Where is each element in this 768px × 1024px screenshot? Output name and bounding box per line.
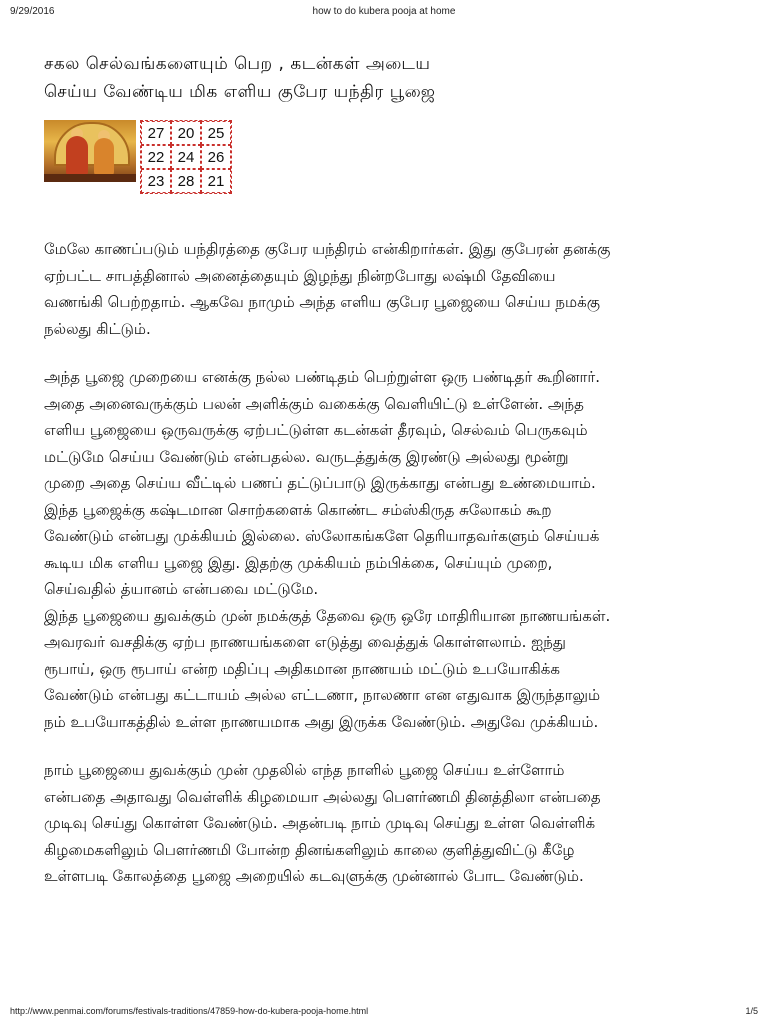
text-line: அவரவர் வசதிக்கு ஏற்ப நாணயங்களை எடுத்து வைத்துக் கொள்ளலாம். ஐந்து (44, 633, 566, 651)
text-line: ஏற்பட்ட சாபத்தினால் அனைத்தையும் இழந்து நின்றபோது லஷ்மி தேவியை (44, 266, 556, 285)
text-line: கூடிய மிக எளிய பூஜை இது. இதற்கு முக்கியம் நம்பிக்கை, செய்யும் முறை, (44, 553, 553, 572)
text-line: ரூபாய், ஒரு ரூபாய் என்ற மதிப்பு அதிகமான நாணயம் மட்டும் உபயோகிக்க (44, 659, 560, 678)
text-line: உள்ளபடி கோலத்தை பூஜை அறையில் கடவுளுக்கு முன்னால் போட வேண்டும். (44, 867, 584, 885)
text-line: வணங்கி பெற்றதாம். ஆகவே நாமும் அந்த எளிய குபேர பூஜையை செய்ய நமக்கு (44, 293, 600, 311)
text-line: கிழமைகளிலும் பௌர்ணமி போன்ற தினங்களிலும் காலை குளித்துவிட்டு கீழே (44, 840, 575, 859)
yantra-cell: 20 (171, 121, 201, 145)
yantra-cell: 24 (171, 145, 201, 169)
yantra-number-grid (140, 120, 232, 194)
yantra-cell: 23 (141, 169, 171, 193)
paragraph (44, 364, 744, 735)
text-line: அதை அனைவருக்கும் பலன் அளிக்கும் வகைக்கு வெளியிட்டு உள்ளேன். அந்த (44, 394, 584, 413)
kubera-deity-image (44, 120, 136, 182)
page-number: 1/5 (745, 1006, 758, 1016)
paragraph (44, 236, 744, 342)
article-body (44, 236, 744, 890)
text-line: இந்த பூஜையை துவக்கும் முன் நமக்குத் தேவை ஒரு ஒரே மாதிரியான நாணயங்கள். (44, 606, 611, 625)
text-line: எளிய பூஜையை ஒருவருக்கு ஏற்பட்டுள்ள கடன்கள் தீரவும், செல்வம் பெருகவும் (44, 421, 588, 439)
yantra-cell: 22 (141, 145, 171, 169)
text-line: முறை அதை செய்ய வீட்டில் பணப் தட்டுப்பாடு இருக்காது என்பது உண்மையாம். (44, 474, 596, 492)
text-line: நம் உபயோகத்தில் உள்ள நாணயமாக அது இருக்க வேண்டும். அதுவே முக்கியம். (44, 712, 599, 731)
text-line: வேண்டும் என்பது கட்டாயம் அல்ல எட்டணா, நாலணா என எதுவாக இருந்தாலும் (44, 686, 601, 704)
yantra-cell: 28 (171, 169, 201, 193)
text-line: அந்த பூஜை முறையை எனக்கு நல்ல பண்டிதம் பெற்றுள்ள ஒரு பண்டிதர் கூறினார். (44, 368, 600, 386)
text-line: இந்த பூஜைக்கு கஷ்டமான சொற்களைக் கொண்ட சம்ஸ்கிருத சுலோகம் கூற (44, 500, 552, 519)
text-line: வேண்டும் என்பது முக்கியம் இல்லை. ஸ்லோகங்களே தெரியாதவர்களும் செய்யக் (44, 527, 600, 545)
text-line: நல்லது கிட்டும். (44, 319, 151, 338)
text-line: நாம் பூஜையை துவக்கும் முன் முதலில் எந்த நாளில் பூஜை செய்ய உள்ளோம் (44, 761, 565, 779)
text-line: என்பதை அதாவது வெள்ளிக் கிழமையா அல்லது பௌர்ணமி தினத்திலா என்பதை (44, 787, 601, 806)
yantra-cell: 25 (201, 121, 231, 145)
source-url: http://www.penmai.com/forums/festivals-traditions/47859-how-do-kubera-pooja-home.html (10, 1006, 369, 1016)
text-line: மட்டுமே செய்ய வேண்டும் என்பதல்ல. வருடத்துக்கு இரண்டு அல்லது மூன்று (44, 447, 569, 466)
yantra-cell: 27 (141, 121, 171, 145)
kubera-yantra-figure (44, 120, 230, 190)
yantra-cell: 21 (201, 169, 231, 193)
print-date: 9/29/2016 (10, 6, 55, 17)
yantra-cell: 26 (201, 145, 231, 169)
text-line: முடிவு செய்து கொள்ள வேண்டும். அதன்படி நாம் முடிவு செய்து உள்ள வெள்ளிக் (44, 814, 596, 832)
article-title-line: செய்ய வேண்டிய மிக எளிய குபேர யந்திர பூஜை (44, 82, 436, 102)
article-title-line: சகல செல்வங்களையும் பெற , கடன்கள் அடைய (44, 54, 431, 74)
text-line: செய்வதில் த்யானம் என்பவை மட்டுமே. (44, 580, 319, 598)
text-line: மேலே காணப்படும் யந்திரத்தை குபேர யந்திரம் என்கிறார்கள். இது குபேரன் தனக்கு (44, 240, 611, 258)
print-page-title: how to do kubera pooja at home (312, 6, 456, 17)
article-title (44, 50, 724, 106)
paragraph (44, 757, 744, 890)
